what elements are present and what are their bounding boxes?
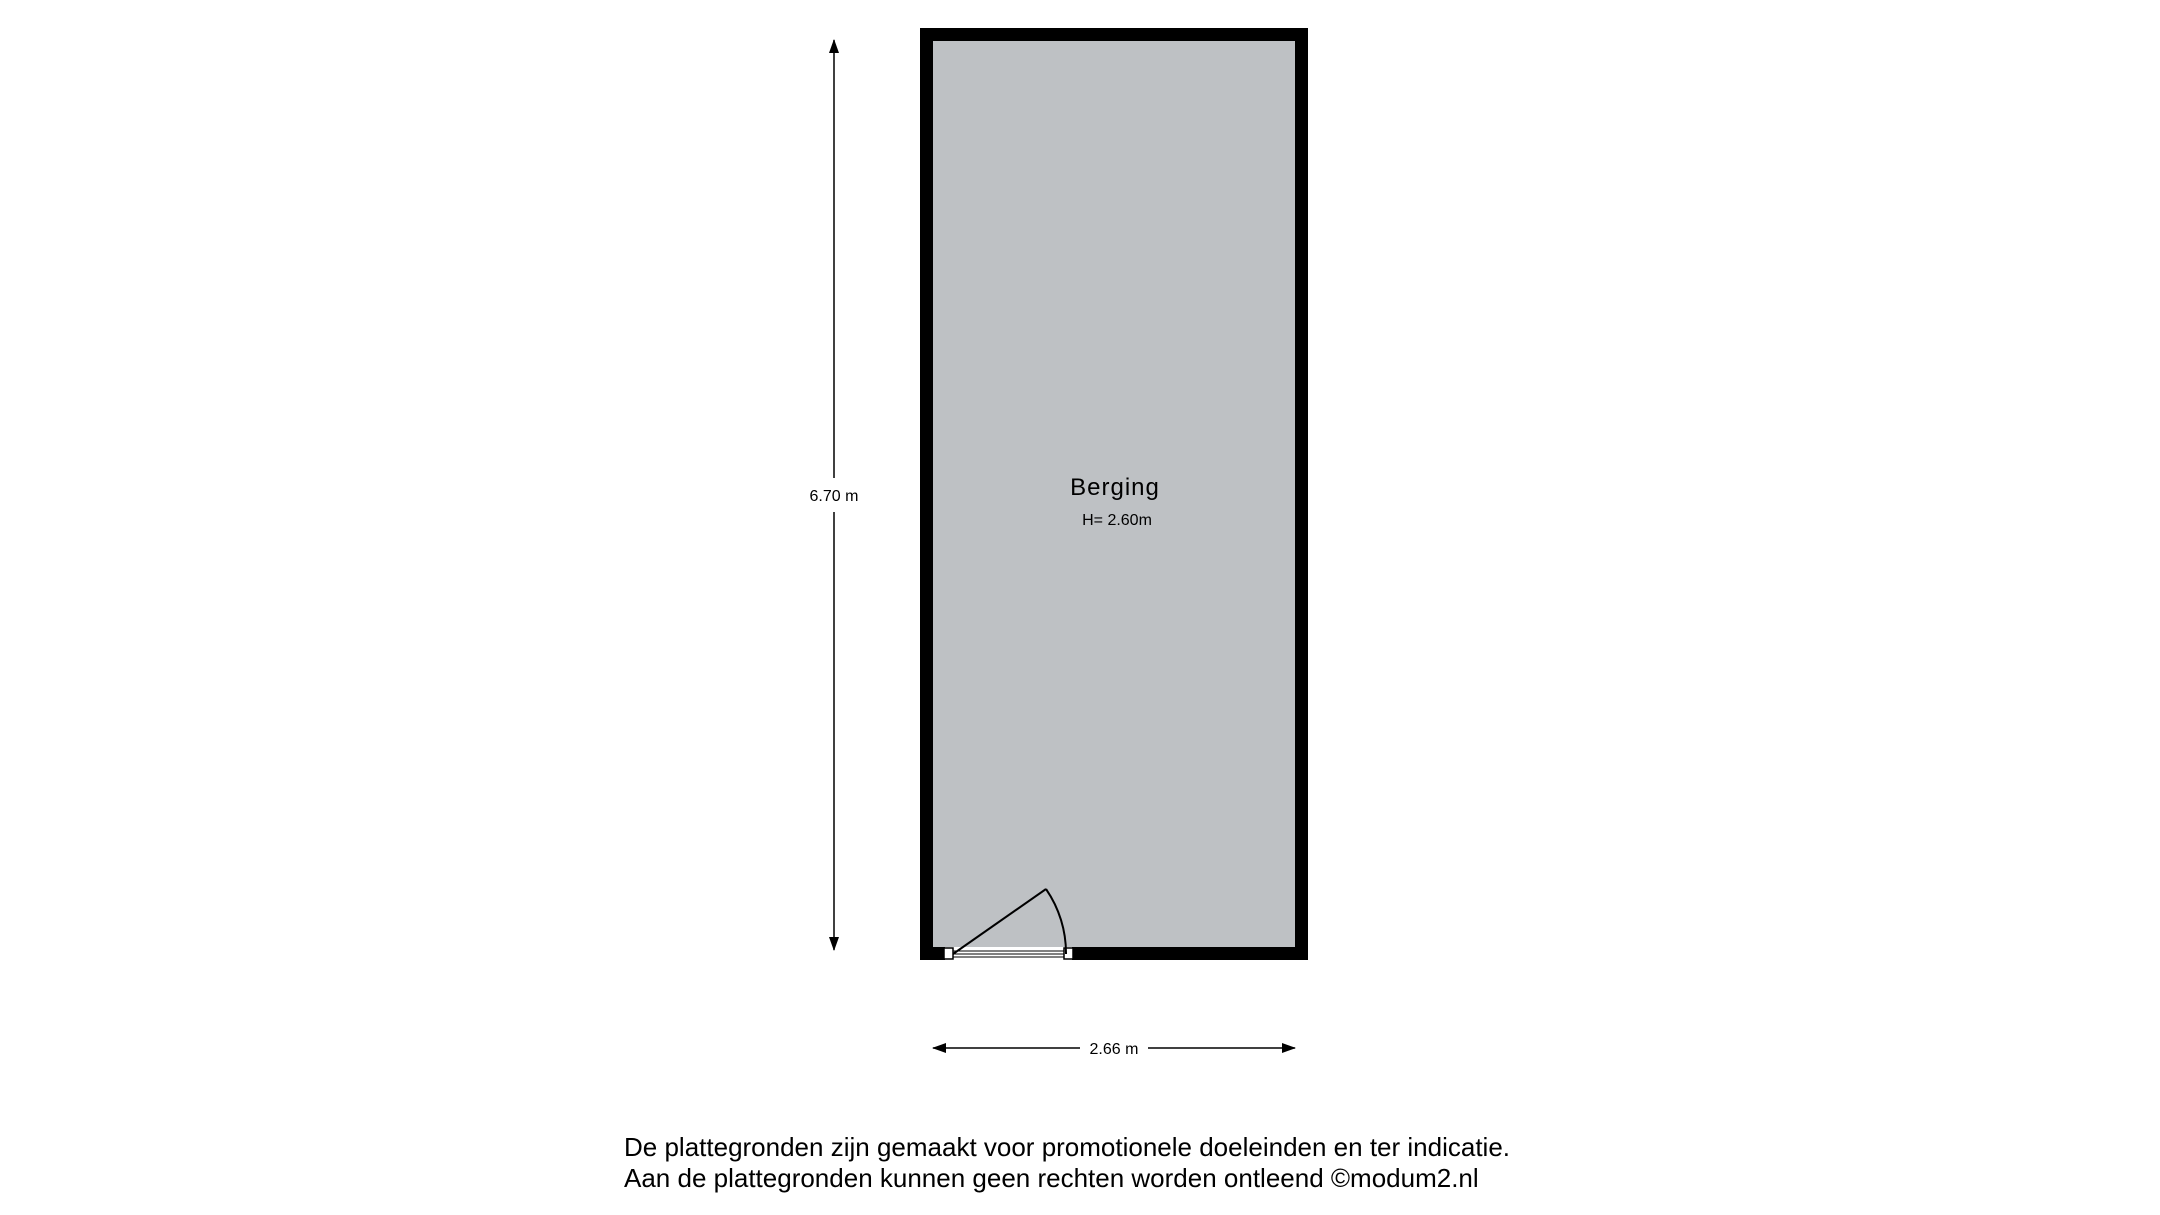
disclaimer — [624, 1132, 1724, 1194]
room-height: H= 2.60m — [1082, 512, 1152, 529]
horizontal-dimension — [933, 1041, 1295, 1058]
room-name: Berging — [1070, 474, 1160, 501]
vertical-dimension — [810, 40, 859, 950]
door-jamb-left — [944, 948, 953, 959]
disclaimer-line-2: Aan de plattegronden kunnen geen rechten worden ontleend ©modum2.nl — [624, 1163, 1479, 1193]
disclaimer-line-1: De plattegronden zijn gemaakt voor promotionele doeleinden en ter indicatie. — [624, 1132, 1511, 1162]
vertical-dimension-label: 6.70 m — [809, 488, 859, 505]
horizontal-dimension-label: 2.66 m — [1089, 1041, 1139, 1058]
